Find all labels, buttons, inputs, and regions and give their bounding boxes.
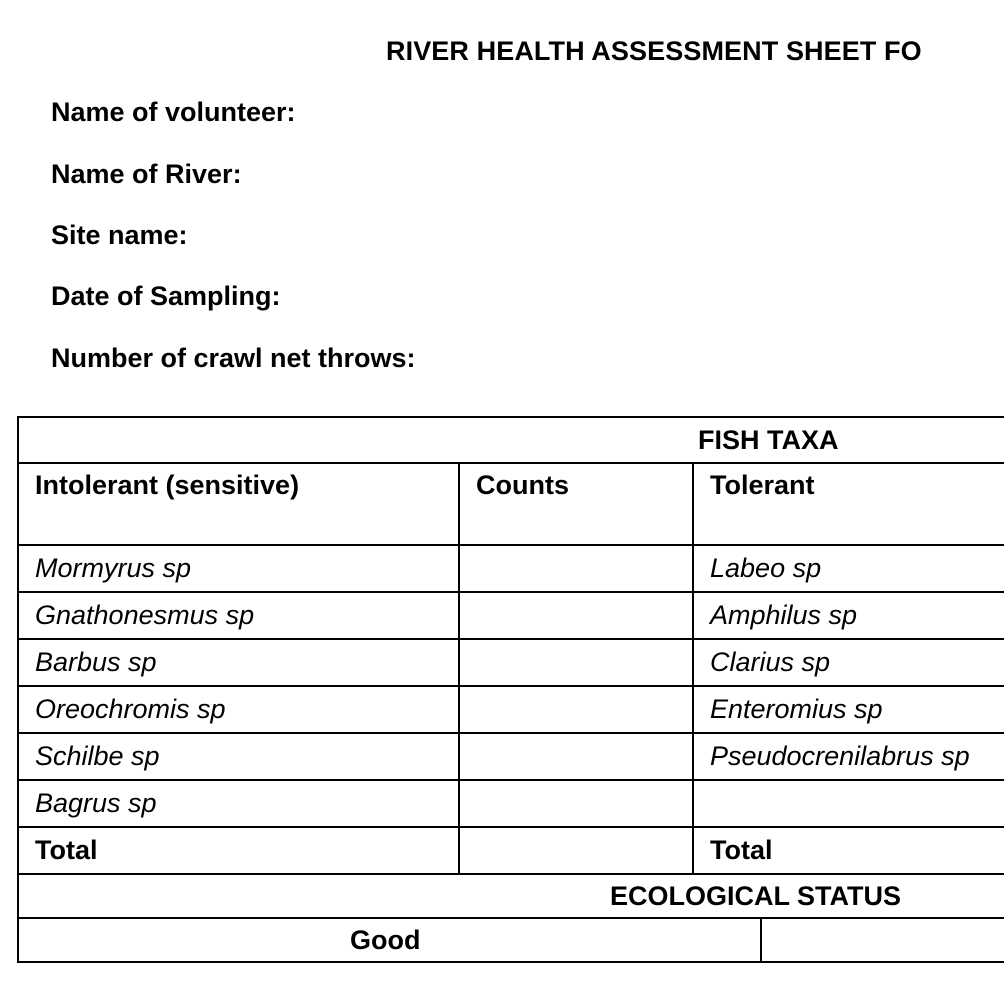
intolerant-species: Mormyrus sp (18, 545, 459, 592)
total-row (18, 827, 1004, 874)
total-right-label: Total (693, 827, 1004, 874)
intolerant-header: Intolerant (sensitive) (18, 463, 459, 545)
tolerant-species: Enteromius sp (693, 686, 1004, 733)
table-row (18, 733, 1004, 780)
total-left-label: Total (18, 827, 459, 874)
status-good-row (18, 918, 1004, 962)
status-good-value-cell[interactable] (761, 918, 1004, 962)
count-cell[interactable] (459, 733, 693, 780)
volunteer-label: Name of volunteer: (51, 97, 296, 127)
fish-taxa-table (17, 416, 1004, 963)
tolerant-species (693, 780, 1004, 827)
tolerant-species: Labeo sp (693, 545, 1004, 592)
page-title: RIVER HEALTH ASSESSMENT SHEET FO (386, 36, 922, 66)
status-good-label: Good (18, 918, 761, 962)
table-row (18, 639, 1004, 686)
intolerant-species: Barbus sp (18, 639, 459, 686)
total-count-cell[interactable] (459, 827, 693, 874)
date-label: Date of Sampling: (51, 281, 281, 311)
count-cell[interactable] (459, 639, 693, 686)
intolerant-species: Schilbe sp (18, 733, 459, 780)
tolerant-species: Clarius sp (693, 639, 1004, 686)
section-header-row (18, 417, 1004, 463)
tolerant-species: Pseudocrenilabrus sp (693, 733, 1004, 780)
fish-taxa-header: FISH TAXA (18, 417, 1004, 463)
count-cell[interactable] (459, 780, 693, 827)
ecological-status-header: ECOLOGICAL STATUS (18, 874, 1004, 918)
fish-taxa-table-wrapper (17, 416, 1004, 963)
counts-header: Counts (459, 463, 693, 545)
table-row (18, 545, 1004, 592)
intolerant-species: Gnathonesmus sp (18, 592, 459, 639)
table-row (18, 592, 1004, 639)
table-row (18, 780, 1004, 827)
column-header-row (18, 463, 1004, 545)
tolerant-header: Tolerant (693, 463, 1004, 545)
table-row (18, 686, 1004, 733)
ecological-status-row (18, 874, 1004, 918)
count-cell[interactable] (459, 686, 693, 733)
intolerant-species: Oreochromis sp (18, 686, 459, 733)
throws-label: Number of crawl net throws: (51, 343, 416, 373)
river-label: Name of River: (51, 159, 242, 189)
tolerant-species: Amphilus sp (693, 592, 1004, 639)
site-label: Site name: (51, 220, 188, 250)
count-cell[interactable] (459, 545, 693, 592)
count-cell[interactable] (459, 592, 693, 639)
intolerant-species: Bagrus sp (18, 780, 459, 827)
